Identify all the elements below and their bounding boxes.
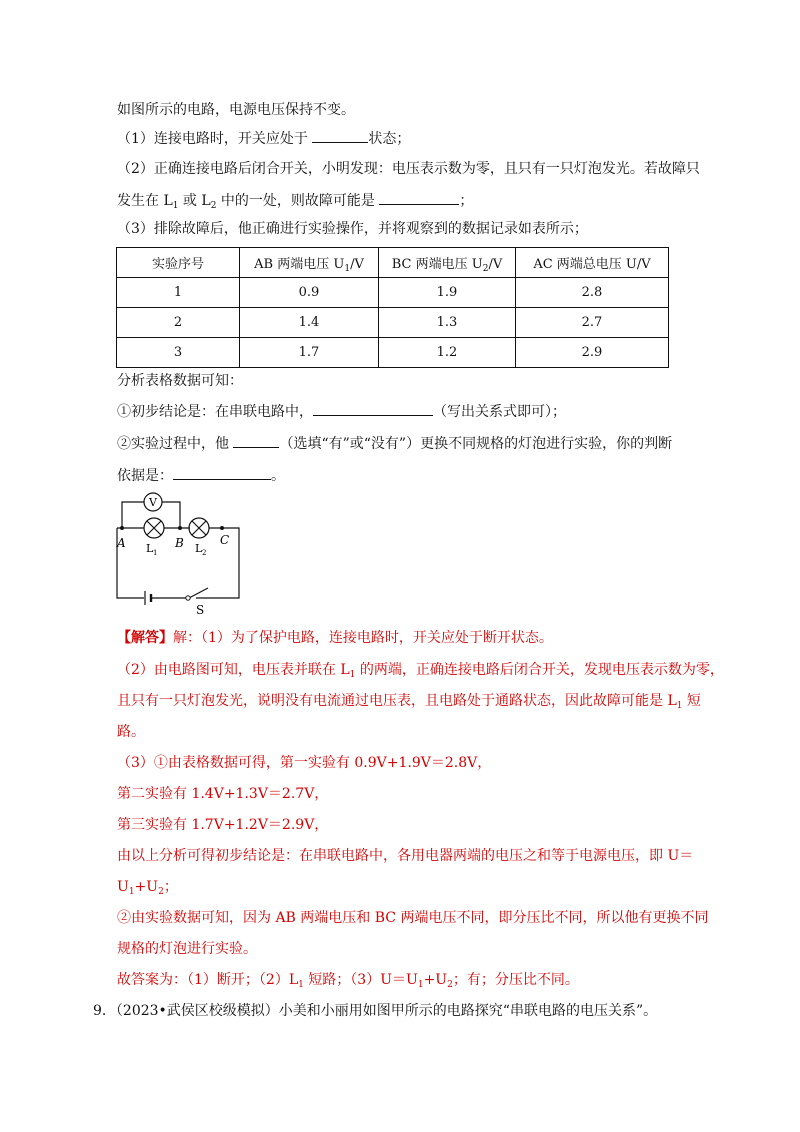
answer-line-6: 第二实验有 1.4V+1.3V＝2.7V， xyxy=(117,786,329,802)
p2-prefix: ②实验过程中，他 xyxy=(117,436,234,452)
table-cell: 2.8 xyxy=(516,278,669,308)
q1-prefix: （1）连接电路时，开关应处于 xyxy=(117,131,313,147)
answer-line-8: 由以上分析可得初步结论是：在串联电路中，各用电器两端的电压之和等于电源电压，即 U＝ xyxy=(117,848,694,864)
lamp-l2-sub: 2 xyxy=(202,549,207,557)
table-header-row xyxy=(117,248,669,278)
answer-text: ；有；分压比不同。 xyxy=(452,972,579,988)
answer-sub: 1 xyxy=(128,887,135,897)
header-text: 实验序号 xyxy=(151,257,204,272)
answer-text: 短 xyxy=(682,693,701,709)
answer-line-2 xyxy=(117,660,724,680)
answer-text: 的两端，正确连接电路后闭合开关，发现电压表示数为零， xyxy=(355,662,724,678)
header-sub: 1 xyxy=(344,264,351,274)
table-cell: 1.3 xyxy=(379,308,516,338)
table-header-cell xyxy=(117,248,240,278)
answer-blank-3 xyxy=(313,401,433,416)
answer-sub: 1 xyxy=(349,670,356,680)
analysis-title: 分析表格数据可知： xyxy=(117,373,243,389)
node-a-dot xyxy=(120,526,124,530)
question-part-2-line-1: （2）正确连接电路后闭合开关，小明发现：电压表示数为零，且只有一只灯泡发光。若故障只 xyxy=(117,161,700,177)
table-header-cell xyxy=(379,248,516,278)
table-cell: 0.9 xyxy=(240,278,379,308)
voltmeter-wire-left xyxy=(122,502,144,528)
answer-text: （2）由电路图可知，电压表并联在 L xyxy=(117,662,350,678)
q1-suffix: 状态； xyxy=(368,131,411,147)
question-part-1 xyxy=(117,128,410,149)
analysis-point-2 xyxy=(117,433,672,454)
answer-text: +U xyxy=(134,879,159,895)
q2-sub-2: 2 xyxy=(210,201,217,211)
data-table xyxy=(116,247,669,368)
header-tail: /V xyxy=(488,257,503,272)
answer-sub: 1 xyxy=(676,701,683,711)
answer-line-9 xyxy=(117,877,178,897)
question-number: 9． xyxy=(93,1003,116,1019)
analysis-point-3 xyxy=(117,465,285,486)
switch-label: S xyxy=(196,603,205,617)
answer-blank-1 xyxy=(312,128,368,143)
answer-line-1 xyxy=(117,628,553,648)
node-c-dot xyxy=(220,526,224,530)
node-b-label: B xyxy=(175,536,184,550)
answer-blank-2 xyxy=(379,190,459,205)
p3-suffix: 。 xyxy=(271,468,285,484)
question-intro: 如图所示的电路，电源电压保持不变。 xyxy=(117,102,355,118)
answer-line-3 xyxy=(117,691,701,711)
answer-text: 故答案为：（1）断开；（2）L xyxy=(117,972,299,988)
lamp-l2-cross xyxy=(192,521,206,535)
table-header-cell xyxy=(240,248,379,278)
table-row xyxy=(117,308,669,338)
answer-line-5: （3）①由表格数据可得，第一实验有 0.9V+1.9V＝2.8V， xyxy=(117,755,492,771)
lamp-l1-label: L xyxy=(146,542,154,555)
node-c-label: C xyxy=(220,533,230,547)
q2-text-b: 或 L xyxy=(178,193,211,209)
lamp-l1-cross xyxy=(147,521,161,535)
table-cell: 2 xyxy=(117,308,240,338)
q2-sub-1: 1 xyxy=(172,201,179,211)
q2-text-c: 中的一处，则故障可能是 xyxy=(216,193,380,209)
header-sub: 2 xyxy=(482,264,489,274)
lamp-l1-sub: 1 xyxy=(153,549,158,557)
lamp-l2-label: L xyxy=(195,542,203,555)
analysis-point-1 xyxy=(117,401,566,422)
answer-blank-5 xyxy=(173,465,271,480)
q2-text-d: ； xyxy=(459,193,474,209)
answer-sub: 1 xyxy=(298,980,304,990)
answer-sub: 2 xyxy=(447,980,453,990)
voltmeter-wire-right xyxy=(162,502,180,528)
question-part-2-line-2 xyxy=(117,190,473,211)
next-question xyxy=(93,1001,657,1021)
answer-text: 解：（1）为了保护电路，连接电路时，开关应处于断开状态。 xyxy=(173,630,553,646)
voltmeter-label: V xyxy=(149,496,157,509)
p2-suffix: （选填“有”或“没有”）更换不同规格的灯泡进行实验，你的判断 xyxy=(279,436,673,452)
answer-text: 短路；（3）U＝U xyxy=(303,972,418,988)
table-cell: 1.7 xyxy=(240,338,379,368)
table-header-cell xyxy=(516,248,669,278)
table-row xyxy=(117,278,669,308)
table-cell: 1.4 xyxy=(240,308,379,338)
answer-line-7: 第三实验有 1.7V+1.2V＝2.9V， xyxy=(117,817,329,833)
node-b-dot xyxy=(178,526,182,530)
circuit-diagram xyxy=(108,488,248,618)
table-cell: 2.9 xyxy=(516,338,669,368)
table-cell: 1.2 xyxy=(379,338,516,368)
q2-text-a: 发生在 L xyxy=(117,193,173,209)
answer-text: U xyxy=(117,879,129,895)
p3-prefix: 依据是： xyxy=(117,468,173,484)
switch-pivot xyxy=(186,596,190,600)
switch-lever xyxy=(189,588,208,598)
header-tail: /V xyxy=(350,257,364,272)
answer-sub: 1 xyxy=(417,980,424,990)
answer-sub: 2 xyxy=(158,887,164,897)
header-text: BC 两端电压 U xyxy=(391,257,483,272)
table-cell: 1.9 xyxy=(379,278,516,308)
answer-line-11: 规格的灯泡进行实验。 xyxy=(117,941,257,957)
answer-blank-4 xyxy=(233,433,279,448)
header-text: AC 两端总电压 U/V xyxy=(533,257,651,272)
table-cell: 2.7 xyxy=(516,308,669,338)
p1-suffix: （写出关系式即可）； xyxy=(433,404,566,420)
wire-right xyxy=(196,528,239,598)
p1-prefix: ①初步结论是：在串联电路中， xyxy=(117,404,313,420)
answer-line-4: 路。 xyxy=(117,724,145,740)
node-a-label: A xyxy=(117,536,126,550)
header-text: AB 两端电压 U xyxy=(254,257,345,272)
table-cell: 3 xyxy=(117,338,240,368)
question-part-3: （3）排除故障后，他正确进行实验操作，并将观察到的数据记录如表所示； xyxy=(117,221,588,237)
answer-text: +U xyxy=(423,972,448,988)
answer-line-12 xyxy=(117,970,579,990)
answer-text: 且只有一只灯泡发光，说明没有电流通过电压表，且电路处于通路状态，因此故障可能是 L xyxy=(117,693,677,709)
question-text: （2023•武侯区校级模拟）小美和小丽用如图甲所示的电路探究“串联电路的电压关系”。 xyxy=(115,1003,658,1019)
table-row xyxy=(117,338,669,368)
answer-tag: 【解答】 xyxy=(117,630,173,646)
answer-text: ； xyxy=(163,879,178,895)
answer-line-10: ②由实验数据可知，因为 AB 两端电压和 BC 两端电压不同，即分压比不同，所以他有更换不同 xyxy=(117,910,709,926)
table-cell: 1 xyxy=(117,278,240,308)
